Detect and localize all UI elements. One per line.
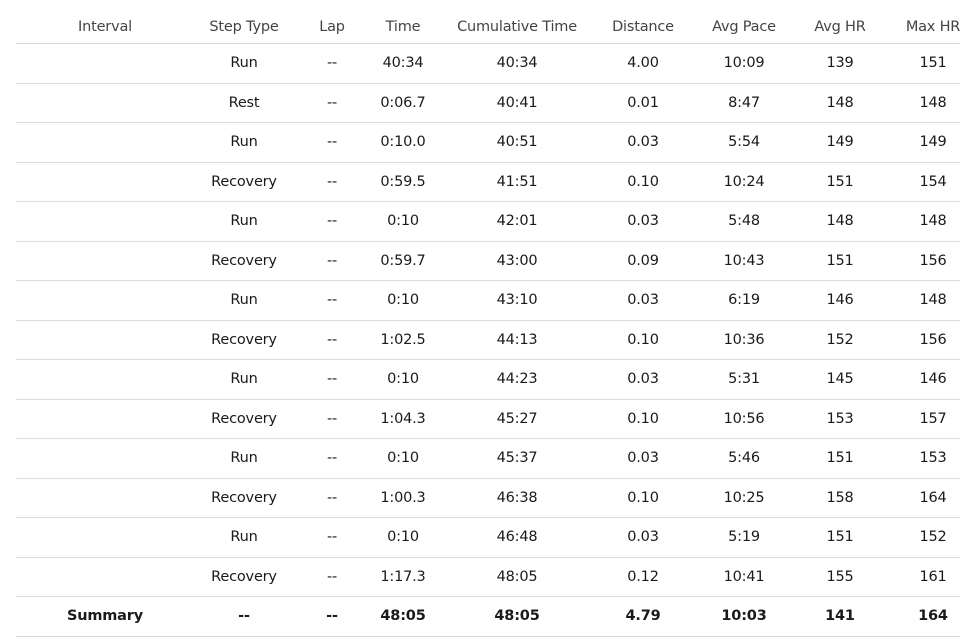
cell-cumulative-time: 45:27 [436, 399, 598, 439]
cell-distance: 0.03 [598, 439, 688, 479]
column-header-step-type[interactable]: Step Type [194, 10, 294, 44]
cell-max-hr: 156 [880, 241, 960, 281]
table-row [16, 202, 960, 242]
cell-avg-pace: 5:31 [688, 360, 800, 400]
cell-avg-hr: 146 [800, 281, 880, 321]
table-row [16, 123, 960, 163]
cell-distance: 0.03 [598, 518, 688, 558]
cell-interval [16, 320, 194, 360]
cell-avg-pace: 5:54 [688, 123, 800, 163]
cell-max-hr: 146 [880, 360, 960, 400]
cell-time: 0:10.0 [370, 123, 436, 163]
summary-max-hr: 164 [880, 597, 960, 637]
cell-avg-pace: 10:56 [688, 399, 800, 439]
column-header-cumulative-time[interactable]: Cumulative Time [436, 10, 598, 44]
cell-step-type: Run [194, 202, 294, 242]
cell-interval [16, 83, 194, 123]
cell-avg-pace: 10:36 [688, 320, 800, 360]
table-row [16, 241, 960, 281]
cell-cumulative-time: 43:00 [436, 241, 598, 281]
cell-avg-hr: 139 [800, 44, 880, 84]
cell-avg-hr: 151 [800, 518, 880, 558]
cell-interval [16, 123, 194, 163]
cell-cumulative-time: 41:51 [436, 162, 598, 202]
cell-time: 1:00.3 [370, 478, 436, 518]
cell-avg-hr: 153 [800, 399, 880, 439]
cell-lap: -- [294, 162, 370, 202]
cell-distance: 0.01 [598, 83, 688, 123]
column-header-time[interactable]: Time [370, 10, 436, 44]
cell-interval [16, 162, 194, 202]
cell-step-type: Recovery [194, 162, 294, 202]
cell-interval [16, 281, 194, 321]
cell-time: 0:10 [370, 202, 436, 242]
cell-avg-pace: 6:19 [688, 281, 800, 321]
cell-time: 0:06.7 [370, 83, 436, 123]
cell-avg-pace: 8:47 [688, 83, 800, 123]
cell-step-type: Run [194, 518, 294, 558]
cell-time: 0:10 [370, 518, 436, 558]
cell-max-hr: 161 [880, 557, 960, 597]
cell-cumulative-time: 42:01 [436, 202, 598, 242]
cell-step-type: Run [194, 360, 294, 400]
cell-max-hr: 152 [880, 518, 960, 558]
cell-lap: -- [294, 360, 370, 400]
cell-avg-hr: 151 [800, 241, 880, 281]
column-header-avg-pace[interactable]: Avg Pace [688, 10, 800, 44]
splits-table [16, 10, 960, 637]
cell-max-hr: 157 [880, 399, 960, 439]
cell-avg-pace: 10:41 [688, 557, 800, 597]
cell-time: 1:04.3 [370, 399, 436, 439]
cell-time: 0:10 [370, 360, 436, 400]
cell-interval [16, 557, 194, 597]
column-header-lap[interactable]: Lap [294, 10, 370, 44]
cell-step-type: Run [194, 439, 294, 479]
cell-cumulative-time: 40:51 [436, 123, 598, 163]
cell-lap: -- [294, 320, 370, 360]
cell-avg-pace: 10:25 [688, 478, 800, 518]
cell-avg-hr: 152 [800, 320, 880, 360]
column-header-interval[interactable]: Interval [16, 10, 194, 44]
table-row [16, 360, 960, 400]
cell-interval [16, 202, 194, 242]
cell-lap: -- [294, 478, 370, 518]
cell-max-hr: 149 [880, 123, 960, 163]
summary-distance: 4.79 [598, 597, 688, 637]
cell-lap: -- [294, 557, 370, 597]
cell-distance: 0.12 [598, 557, 688, 597]
cell-step-type: Run [194, 123, 294, 163]
cell-lap: -- [294, 281, 370, 321]
summary-time: 48:05 [370, 597, 436, 637]
cell-cumulative-time: 40:41 [436, 83, 598, 123]
cell-max-hr: 148 [880, 281, 960, 321]
splits-table-container [16, 10, 960, 637]
cell-time: 0:10 [370, 281, 436, 321]
cell-distance: 0.03 [598, 281, 688, 321]
table-body [16, 44, 960, 637]
header-row [16, 10, 960, 44]
cell-time: 1:17.3 [370, 557, 436, 597]
cell-distance: 0.03 [598, 202, 688, 242]
summary-step-type: -- [194, 597, 294, 637]
summary-interval: Summary [16, 597, 194, 637]
cell-max-hr: 148 [880, 83, 960, 123]
table-row [16, 320, 960, 360]
cell-cumulative-time: 44:13 [436, 320, 598, 360]
cell-avg-pace: 10:09 [688, 44, 800, 84]
cell-lap: -- [294, 202, 370, 242]
cell-avg-pace: 5:48 [688, 202, 800, 242]
cell-distance: 0.03 [598, 123, 688, 163]
cell-step-type: Recovery [194, 399, 294, 439]
cell-avg-hr: 158 [800, 478, 880, 518]
cell-lap: -- [294, 123, 370, 163]
cell-max-hr: 156 [880, 320, 960, 360]
cell-max-hr: 164 [880, 478, 960, 518]
summary-avg-hr: 141 [800, 597, 880, 637]
cell-cumulative-time: 48:05 [436, 557, 598, 597]
cell-avg-hr: 145 [800, 360, 880, 400]
cell-lap: -- [294, 44, 370, 84]
cell-avg-hr: 149 [800, 123, 880, 163]
cell-avg-pace: 5:19 [688, 518, 800, 558]
cell-avg-hr: 151 [800, 162, 880, 202]
cell-step-type: Recovery [194, 478, 294, 518]
cell-avg-pace: 5:46 [688, 439, 800, 479]
cell-distance: 0.10 [598, 162, 688, 202]
cell-interval [16, 44, 194, 84]
cell-interval [16, 478, 194, 518]
cell-avg-hr: 148 [800, 202, 880, 242]
cell-time: 0:59.7 [370, 241, 436, 281]
column-header-avg-hr[interactable]: Avg HR [800, 10, 880, 44]
summary-lap: -- [294, 597, 370, 637]
cell-max-hr: 151 [880, 44, 960, 84]
cell-time: 40:34 [370, 44, 436, 84]
cell-cumulative-time: 45:37 [436, 439, 598, 479]
table-row [16, 44, 960, 84]
table-row [16, 478, 960, 518]
cell-time: 1:02.5 [370, 320, 436, 360]
cell-step-type: Recovery [194, 320, 294, 360]
table-row [16, 162, 960, 202]
cell-avg-hr: 151 [800, 439, 880, 479]
cell-interval [16, 360, 194, 400]
cell-max-hr: 153 [880, 439, 960, 479]
cell-step-type: Rest [194, 83, 294, 123]
cell-max-hr: 148 [880, 202, 960, 242]
cell-cumulative-time: 44:23 [436, 360, 598, 400]
cell-step-type: Run [194, 44, 294, 84]
cell-lap: -- [294, 518, 370, 558]
cell-avg-hr: 155 [800, 557, 880, 597]
cell-lap: -- [294, 83, 370, 123]
cell-distance: 0.09 [598, 241, 688, 281]
table-row [16, 281, 960, 321]
cell-lap: -- [294, 241, 370, 281]
summary-row [16, 597, 960, 637]
table-row [16, 83, 960, 123]
table-row [16, 399, 960, 439]
cell-avg-pace: 10:43 [688, 241, 800, 281]
summary-avg-pace: 10:03 [688, 597, 800, 637]
cell-distance: 0.10 [598, 320, 688, 360]
cell-distance: 0.03 [598, 360, 688, 400]
cell-lap: -- [294, 439, 370, 479]
cell-lap: -- [294, 399, 370, 439]
table-row [16, 518, 960, 558]
table-row [16, 557, 960, 597]
cell-step-type: Run [194, 281, 294, 321]
cell-avg-hr: 148 [800, 83, 880, 123]
cell-time: 0:10 [370, 439, 436, 479]
cell-cumulative-time: 46:38 [436, 478, 598, 518]
cell-step-type: Recovery [194, 241, 294, 281]
column-header-distance[interactable]: Distance [598, 10, 688, 44]
cell-max-hr: 154 [880, 162, 960, 202]
cell-cumulative-time: 43:10 [436, 281, 598, 321]
cell-time: 0:59.5 [370, 162, 436, 202]
summary-cumulative-time: 48:05 [436, 597, 598, 637]
cell-interval [16, 439, 194, 479]
cell-interval [16, 399, 194, 439]
cell-distance: 0.10 [598, 399, 688, 439]
table-header [16, 10, 960, 44]
cell-distance: 0.10 [598, 478, 688, 518]
table-row [16, 439, 960, 479]
cell-interval [16, 518, 194, 558]
cell-distance: 4.00 [598, 44, 688, 84]
cell-step-type: Recovery [194, 557, 294, 597]
cell-cumulative-time: 40:34 [436, 44, 598, 84]
cell-cumulative-time: 46:48 [436, 518, 598, 558]
cell-interval [16, 241, 194, 281]
column-header-max-hr[interactable]: Max HR [880, 10, 960, 44]
cell-avg-pace: 10:24 [688, 162, 800, 202]
